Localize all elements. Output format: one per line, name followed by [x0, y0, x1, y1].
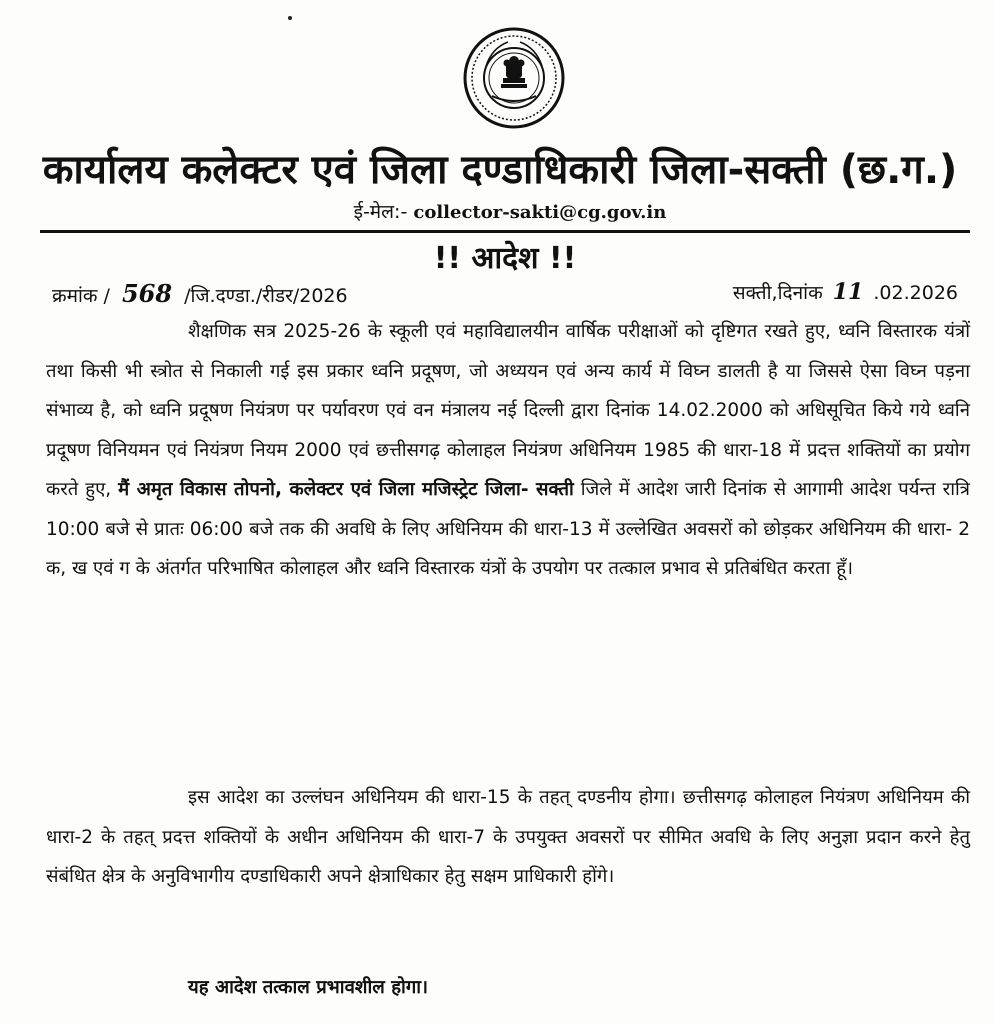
date-prefix: सक्ती,दिनांक — [732, 282, 823, 304]
order-paragraph-1 — [46, 312, 970, 589]
header-divider — [40, 230, 970, 233]
date-suffix: .02.2026 — [873, 282, 958, 304]
order-paragraph-2: इस आदेश का उल्लंघन अधिनियम की धारा-15 के तहत् दण्डनीय होगा। छत्तीसगढ़ कोलाहल नियंत्रण अधिनियम की धारा-2 के तहत् प्रदत्त शक्तियों के अधीन अधिनियम की धारा-7 के उपयुक्त अवसरों पर सीमित अवधि के लिए अनुज्ञा प्रदान करने हेतु संबंधित क्षेत्र के अनुविभागीय दण्डाधिकारी अपने क्षेत्राधिकार हेतु सक्षम प्राधिकारी होंगे। — [46, 787, 970, 887]
office-title: कार्यालय कलेक्टर एवं जिला दण्डाधिकारी जिला-सक्ती (छ.ग.) — [42, 147, 958, 193]
reference-prefix: क्रमांक / — [52, 285, 110, 307]
order-date — [733, 279, 958, 305]
para1-text-b: जिले में आदेश जारी दिनांक से आगामी आदेश पर्यन्त रात्रि 10:00 बजे से प्रातः 06:00 बजे तक की अवधि के लिए अधिनियम की धारा-13 में उल्लेखित अवसरों को छोड़कर अधिनियम की धारा- 2 क, ख एवं ग के अंतर्गत परिभाषित कोलाहल और ध्वनि विस्तारक यंत्रों के उपयोग पर तत्काल प्रभाव से प्रतिबंधित करता हूँ। — [46, 479, 971, 579]
email-line — [300, 198, 720, 224]
state-emblem-icon — [462, 26, 566, 130]
scan-speck — [288, 16, 292, 20]
order-paragraph-3: यह आदेश तत्काल प्रभावशील होगा। — [188, 977, 429, 998]
reference-number: 568 — [121, 279, 173, 308]
email-label: ई-मेल:- — [353, 201, 408, 223]
para1-text-a: शैक्षणिक सत्र 2025-26 के स्कूली एवं महाविद्यालयीन वार्षिक परीक्षाओं को दृष्टिगत रखते हुए, ध्वनि विस्तारक यंत्रों तथा किसी भी स्त्रोत से निकाली गई इस प्रकार ध्वनि प्रदूषण, जो अध्ययन एवं अन्य कार्य में विघ्न डालती है या जिससे ऐसा विघ्न पड़ना संभाव्य है, को ध्वनि प्रदूषण नियंत्रण पर पर्यावरण एवं वन मंत्रालय नई दिल्ली द्वारा दिनांक 14.02.2000 को अधिसूचित किये गये ध्वनि प्रदूषण विनियमन एवं नियंत्रण नियम 2000 एवं छत्तीसगढ़ कोलाहल नियंत्रण अधिनियम 1985 की धारा-18 में प्रदत्त शक्तियों का प्रयोग करते हुए, — [46, 321, 970, 500]
email-value[interactable]: collector-sakti@cg.gov.in — [413, 202, 667, 223]
date-day: 11 — [832, 279, 864, 305]
order-reference — [52, 279, 348, 308]
reference-suffix: /जि.दण्डा./रीडर/2026 — [184, 285, 348, 307]
para1-issuer: मैं अमृत विकास तोपनो, कलेक्टर एवं जिला मजिस्ट्रेट जिला- सक्ती — [118, 479, 574, 500]
order-heading: !! आदेश !! — [433, 241, 577, 276]
